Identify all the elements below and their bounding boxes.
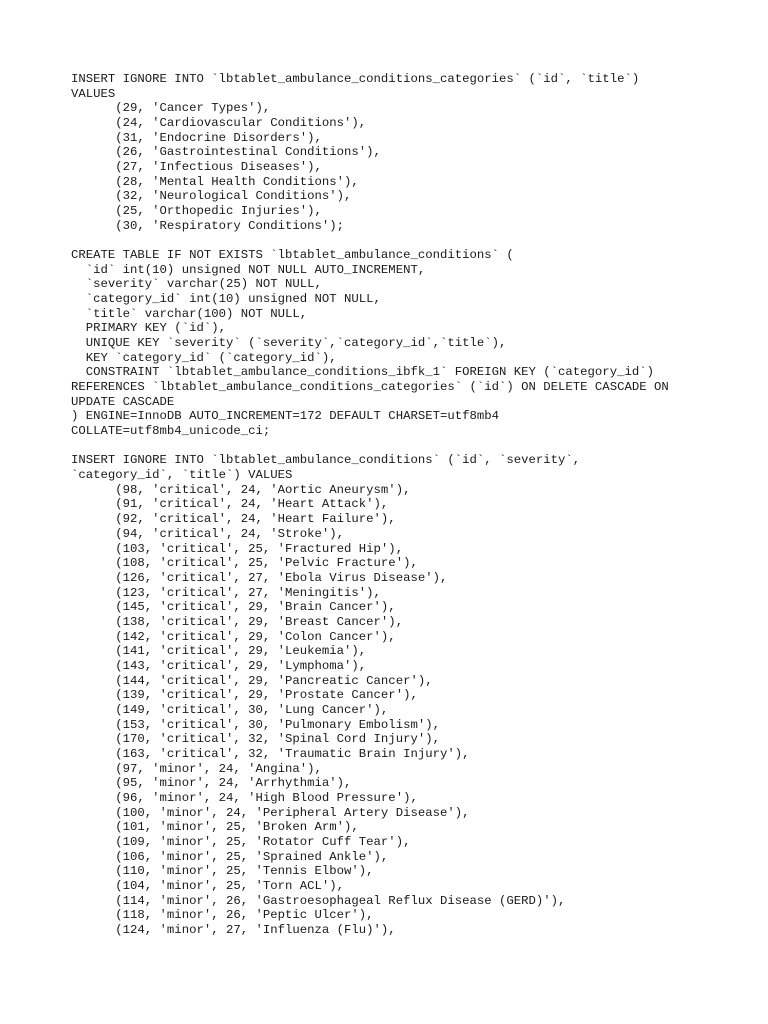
block-separator (71, 233, 761, 248)
code-line: (163, 'critical', 32, 'Traumatic Brain Injury'), (71, 746, 470, 761)
code-line: (96, 'minor', 24, 'High Blood Pressure'), (71, 790, 418, 805)
code-line: (124, 'minor', 27, 'Influenza (Flu)'), (71, 922, 396, 937)
code-line: (29, 'Cancer Types'), (71, 101, 271, 116)
code-line: `category_id` int(10) unsigned NOT NULL, (71, 292, 381, 307)
code-line: (104, 'minor', 25, 'Torn ACL'), (71, 878, 345, 893)
code-line: COLLATE=utf8mb4_unicode_ci; (71, 424, 271, 439)
code-line: `category_id`, `title`) VALUES (71, 468, 293, 483)
code-line: (98, 'critical', 24, 'Aortic Aneurysm'), (71, 482, 411, 497)
sql-statement-block (71, 453, 761, 937)
code-line: (153, 'critical', 30, 'Pulmonary Embolism'), (71, 717, 440, 732)
code-line: (25, 'Orthopedic Injuries'), (71, 204, 322, 219)
code-line: (108, 'critical', 25, 'Pelvic Fracture'), (71, 556, 418, 571)
code-line: (141, 'critical', 29, 'Leukemia'), (71, 644, 367, 659)
code-line: (32, 'Neurological Conditions'), (71, 189, 352, 204)
code-line: (27, 'Infectious Diseases'), (71, 160, 322, 175)
code-line: REFERENCES `lbtablet_ambulance_conditions_categories` (`id`) ON DELETE CASCADE ON (71, 380, 669, 395)
code-line: UPDATE CASCADE (71, 394, 175, 409)
sql-statement-block (71, 72, 761, 233)
code-line: (94, 'critical', 24, 'Stroke'), (71, 526, 345, 541)
code-line: (101, 'minor', 25, 'Broken Arm'), (71, 820, 359, 835)
code-line: (139, 'critical', 29, 'Prostate Cancer'), (71, 688, 418, 703)
sql-statement-block (71, 248, 761, 439)
code-line: `id` int(10) unsigned NOT NULL AUTO_INCREMENT, (71, 262, 426, 277)
code-line: INSERT IGNORE INTO `lbtablet_ambulance_conditions` (`id`, `severity`, (71, 453, 581, 468)
code-line: ) ENGINE=InnoDB AUTO_INCREMENT=172 DEFAULT CHARSET=utf8mb4 (71, 409, 500, 424)
code-line: (109, 'minor', 25, 'Rotator Cuff Tear'), (71, 834, 411, 849)
code-line: KEY `category_id` (`category_id`), (71, 350, 337, 365)
code-line: UNIQUE KEY `severity` (`severity`,`category_id`,`title`), (71, 336, 507, 351)
code-line: (92, 'critical', 24, 'Heart Failure'), (71, 512, 396, 527)
code-line: (110, 'minor', 25, 'Tennis Elbow'), (71, 864, 374, 879)
sql-document (71, 72, 761, 938)
code-line: (26, 'Gastrointestinal Conditions'), (71, 145, 381, 160)
code-line: (91, 'critical', 24, 'Heart Attack'), (71, 497, 389, 512)
code-line: CONSTRAINT `lbtablet_ambulance_conditions_ibfk_1` FOREIGN KEY (`category_id`) (71, 365, 654, 380)
code-line: (170, 'critical', 32, 'Spinal Cord Injury'), (71, 732, 440, 747)
code-line: VALUES (71, 86, 116, 101)
code-line: (103, 'critical', 25, 'Fractured Hip'), (71, 541, 404, 556)
code-line: (142, 'critical', 29, 'Colon Cancer'), (71, 629, 396, 644)
code-line: (114, 'minor', 26, 'Gastroesophageal Reflux Disease (GERD)'), (71, 893, 566, 908)
code-line: (24, 'Cardiovascular Conditions'), (71, 116, 367, 131)
code-line: (30, 'Respiratory Conditions'); (71, 218, 345, 233)
code-line: (144, 'critical', 29, 'Pancreatic Cancer'), (71, 673, 433, 688)
code-line: (118, 'minor', 26, 'Peptic Ulcer'), (71, 908, 374, 923)
block-separator (71, 439, 761, 454)
code-line: (28, 'Mental Health Conditions'), (71, 174, 359, 189)
code-line: (149, 'critical', 30, 'Lung Cancer'), (71, 702, 389, 717)
code-line: PRIMARY KEY (`id`), (71, 321, 226, 336)
code-line: (145, 'critical', 29, 'Brain Cancer'), (71, 600, 396, 615)
code-line: (97, 'minor', 24, 'Angina'), (71, 761, 322, 776)
code-line: (126, 'critical', 27, 'Ebola Virus Disease'), (71, 570, 448, 585)
code-line: (138, 'critical', 29, 'Breast Cancer'), (71, 614, 404, 629)
code-line: (31, 'Endocrine Disorders'), (71, 130, 322, 145)
code-line: (106, 'minor', 25, 'Sprained Ankle'), (71, 849, 389, 864)
code-line: CREATE TABLE IF NOT EXISTS `lbtablet_ambulance_conditions` ( (71, 248, 514, 263)
code-line: `title` varchar(100) NOT NULL, (71, 306, 308, 321)
code-line: `severity` varchar(25) NOT NULL, (71, 277, 322, 292)
code-line: (143, 'critical', 29, 'Lymphoma'), (71, 658, 367, 673)
code-line: (123, 'critical', 27, 'Meningitis'), (71, 585, 381, 600)
code-line: INSERT IGNORE INTO `lbtablet_ambulance_conditions_categories` (`id`, `title`) (71, 72, 640, 86)
code-line: (100, 'minor', 24, 'Peripheral Artery Disease'), (71, 805, 470, 820)
code-line: (95, 'minor', 24, 'Arrhythmia'), (71, 776, 352, 791)
